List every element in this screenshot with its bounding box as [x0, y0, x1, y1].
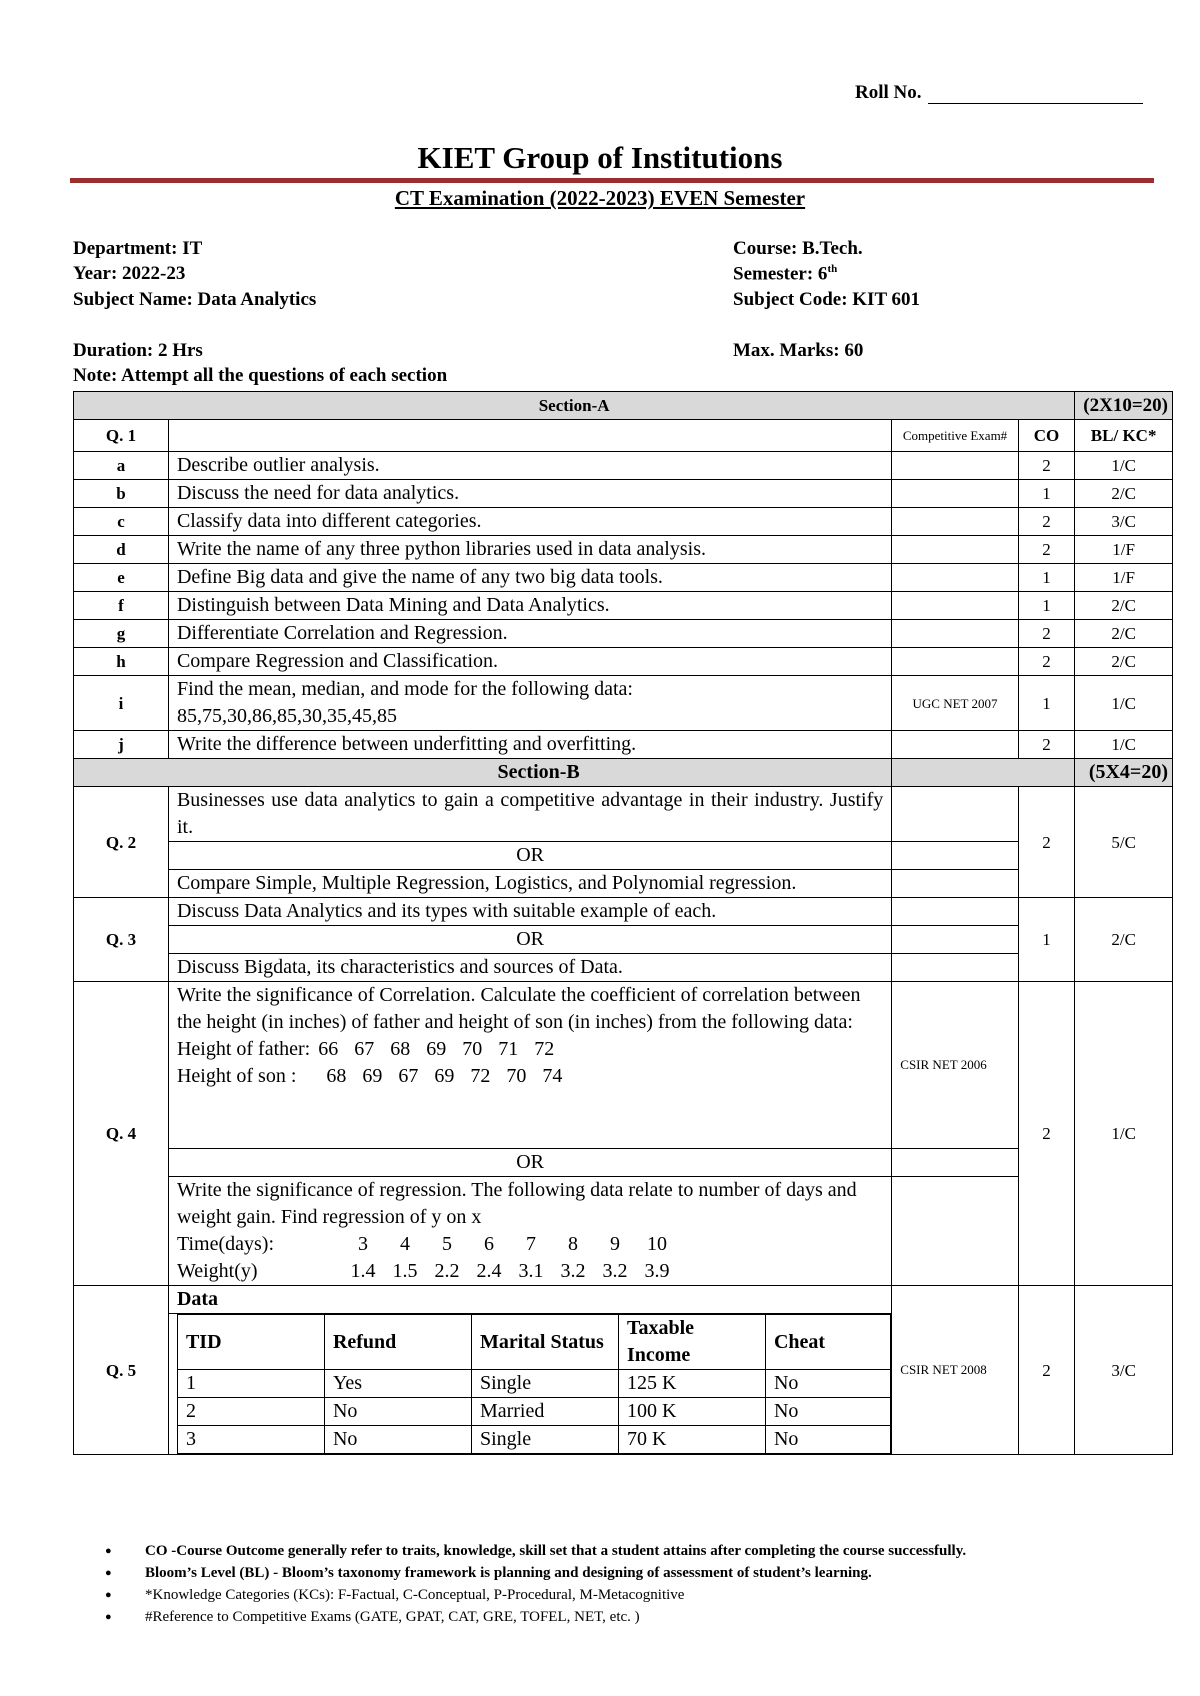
- value-cell: 7: [525, 1233, 536, 1255]
- q1-item-text: [168, 592, 891, 620]
- q4-exam: CSIR NET 2006: [892, 982, 1018, 1149]
- section-a-column-header: [74, 420, 1173, 452]
- q1-item-d: [74, 536, 1173, 564]
- q1-item-j: [74, 731, 1173, 759]
- q4-weight-label: Weight(y): [176, 1260, 258, 1282]
- q1-item-f: [74, 592, 1173, 620]
- q1-item-co: 1: [1018, 480, 1075, 508]
- q5-bl: 3/C: [1075, 1286, 1173, 1455]
- q1-item-id: h: [74, 648, 169, 676]
- section-b-blank: [892, 759, 1075, 787]
- q4-option-2-text: Write the significance of regression. The following data relate to number of days and weight gain. Find regression of y on x: [176, 1179, 857, 1228]
- q2-label: Q. 2: [74, 787, 169, 898]
- q1-item-text-line: Describe outlier analysis.: [176, 454, 380, 476]
- q1-item-exam: [892, 592, 1018, 620]
- q1-item-exam: [892, 620, 1018, 648]
- note-co: ● CO -Course Outcome generally refer to traits, knowledge, skill set that a student attains after completing the course successfully.: [105, 1540, 966, 1562]
- q1-item-text-line: Write the difference between underfitting and overfitting.: [176, 733, 637, 755]
- q4-son-row: [177, 1063, 883, 1090]
- value-cell: 10: [646, 1233, 667, 1255]
- q1-item-exam: UGC NET 2007: [892, 676, 1018, 731]
- q5-data-cell: No: [324, 1398, 471, 1426]
- q5-row: [74, 1286, 1173, 1455]
- semester-value: Semester: 6: [733, 263, 828, 285]
- q2-option-1: Businesses use data analytics to gain a competitive advantage in their industry. Justify it.: [168, 787, 891, 842]
- q1-item-text: [168, 676, 891, 731]
- q3-row: [74, 898, 1173, 926]
- q5-header-cell: Taxable Income: [618, 1315, 765, 1370]
- q4-option-1-text: Write the significance of Correlation. Calculate the coefficient of correlation between the height (in inches) of father and height of son (in inches) from the following data:: [176, 984, 861, 1033]
- value-cell: 67: [398, 1065, 419, 1087]
- q1-item-text-line-2: 85,75,30,86,85,30,35,45,85: [176, 705, 397, 727]
- value-cell: 71: [498, 1038, 519, 1060]
- q5-label: Q. 5: [74, 1286, 169, 1455]
- q4-weight-row: [177, 1258, 883, 1285]
- q2-option-2: Compare Simple, Multiple Regression, Logistics, and Polynomial regression.: [168, 870, 891, 898]
- q1-item-text: [168, 620, 891, 648]
- q5-header-cell: Marital Status: [471, 1315, 618, 1370]
- q2-row-2: [74, 870, 1173, 898]
- q1-item-bl: 1/F: [1075, 564, 1173, 592]
- q1-item-bl: 1/C: [1075, 452, 1173, 480]
- value-cell: 68: [326, 1065, 347, 1087]
- q1-item-id: j: [74, 731, 169, 759]
- q2-or-row: [74, 842, 1173, 870]
- q2-exam-1: [892, 787, 1018, 842]
- q1-item-bl: 1/F: [1075, 536, 1173, 564]
- semester-suffix: th: [827, 263, 838, 275]
- q1-item-text: [168, 564, 891, 592]
- value-cell: 1.4: [350, 1260, 376, 1282]
- note: Note: Attempt all the questions of each section: [73, 365, 448, 386]
- value-cell: 3: [357, 1233, 368, 1255]
- q1-item-b: [74, 480, 1173, 508]
- q4-son-values: [318, 1065, 570, 1087]
- q5-data-title: Data: [169, 1286, 891, 1314]
- value-cell: 2.2: [434, 1260, 460, 1282]
- duration: Duration: 2 Hrs: [73, 340, 203, 361]
- note-kc: ● *Knowledge Categories (KCs): F-Factual, C-Conceptual, P-Procedural, M-Metacognitive: [105, 1584, 966, 1606]
- q1-item-text: [168, 508, 891, 536]
- q5-header-cell: Refund: [324, 1315, 471, 1370]
- q5-header-cell: TID: [177, 1315, 324, 1370]
- value-cell: 72: [470, 1065, 491, 1087]
- q5-data-cell: 125 K: [618, 1370, 765, 1398]
- section-a-items: [74, 452, 1173, 759]
- value-cell: 74: [542, 1065, 563, 1087]
- q1-item-id: c: [74, 508, 169, 536]
- value-cell: 3.9: [644, 1260, 670, 1282]
- q5-data-table: [177, 1314, 891, 1454]
- section-a-title: Section-A: [74, 392, 1075, 420]
- subject-name: Subject Name: Data Analytics: [73, 289, 317, 310]
- q4-option-2: [168, 1177, 891, 1286]
- q1-item-text-line: Classify data into different categories.: [176, 510, 482, 532]
- max-marks: Max. Marks: 60: [733, 340, 864, 361]
- value-cell: 3.2: [602, 1260, 628, 1282]
- q3-exam-2: [892, 954, 1018, 982]
- value-cell: 67: [354, 1038, 375, 1060]
- q4-father-label: Height of father:: [176, 1038, 311, 1060]
- q5-data-cell: No: [765, 1370, 890, 1398]
- q5-data-cell: No: [324, 1426, 471, 1454]
- value-cell: 69: [426, 1038, 447, 1060]
- value-cell: 66: [318, 1038, 339, 1060]
- footnotes: [105, 1540, 966, 1628]
- q3-option-1: Discuss Data Analytics and its types with suitable example of each.: [168, 898, 891, 926]
- roll-label: Roll No.: [855, 82, 922, 103]
- q1-item-h: [74, 648, 1173, 676]
- co-header: CO: [1018, 420, 1075, 452]
- q1-item-id: d: [74, 536, 169, 564]
- q4-father-values: [310, 1038, 562, 1060]
- q1-item-bl: 1/C: [1075, 731, 1173, 759]
- q5-data-row: [177, 1426, 890, 1454]
- q4-time-row: [177, 1231, 883, 1258]
- q5-data-cell: 3: [177, 1426, 324, 1454]
- q4-son-label: Height of son :: [176, 1065, 297, 1087]
- value-cell: 70: [506, 1065, 527, 1087]
- q4-co: 2: [1018, 982, 1075, 1286]
- q1-item-exam: [892, 648, 1018, 676]
- q5-data-cell: 100 K: [618, 1398, 765, 1426]
- q5-co: 2: [1018, 1286, 1075, 1455]
- q1-blank: [168, 420, 891, 452]
- q5-data-row: [177, 1370, 890, 1398]
- q1-item-id: g: [74, 620, 169, 648]
- section-b-title: Section-B: [74, 759, 892, 787]
- q1-item-exam: [892, 452, 1018, 480]
- value-cell: 68: [390, 1038, 411, 1060]
- year: Year: 2022-23: [73, 263, 186, 284]
- q1-item-text-line: Discuss the need for data analytics.: [176, 482, 460, 504]
- q1-item-bl: 2/C: [1075, 480, 1173, 508]
- roll-number: [855, 82, 1143, 104]
- q5-body: [168, 1286, 891, 1455]
- q2-row: [74, 787, 1173, 842]
- q1-item-bl: 2/C: [1075, 620, 1173, 648]
- value-cell: 72: [534, 1038, 555, 1060]
- q1-item-id: f: [74, 592, 169, 620]
- q4-exam-or: [892, 1149, 1018, 1177]
- q4-bl: 1/C: [1075, 982, 1173, 1286]
- q1-item-id: e: [74, 564, 169, 592]
- semester: [733, 263, 837, 285]
- value-cell: 6: [483, 1233, 494, 1255]
- q1-item-bl: 3/C: [1075, 508, 1173, 536]
- q3-option-2: Discuss Bigdata, its characteristics and sources of Data.: [168, 954, 891, 982]
- q4-exam-2: [892, 1177, 1018, 1286]
- course: Course: B.Tech.: [733, 238, 863, 259]
- q1-item-co: 1: [1018, 592, 1075, 620]
- question-table: [73, 391, 1173, 1455]
- section-a-header: [74, 392, 1173, 420]
- q2-or: OR: [168, 842, 891, 870]
- q4-row: [74, 982, 1173, 1149]
- q4-time-values: [342, 1233, 678, 1255]
- value-cell: 4: [399, 1233, 410, 1255]
- q1-item-co: 1: [1018, 676, 1075, 731]
- roll-number-blank[interactable]: [928, 85, 1143, 104]
- q4-weight-values: [342, 1260, 678, 1282]
- q1-item-bl: 1/C: [1075, 676, 1173, 731]
- q1-item-text-line: Find the mean, median, and mode for the following data:: [176, 678, 633, 700]
- q1-item-exam: [892, 536, 1018, 564]
- value-cell: 69: [362, 1065, 383, 1087]
- q5-data-cell: Single: [471, 1370, 618, 1398]
- q1-item-id: b: [74, 480, 169, 508]
- q2-exam-or: [892, 842, 1018, 870]
- q4-time-label: Time(days):: [176, 1233, 274, 1255]
- q1-item-i: [74, 676, 1173, 731]
- q5-data-cell: Yes: [324, 1370, 471, 1398]
- q1-item-co: 2: [1018, 731, 1075, 759]
- q5-data-row: [177, 1398, 890, 1426]
- q1-item-id: i: [74, 676, 169, 731]
- q1-item-g: [74, 620, 1173, 648]
- note-bl: ● Bloom’s Level (BL) - Bloom’s taxonomy framework is planning and designing of assessment of student’s learning.: [105, 1562, 966, 1584]
- q1-item-bl: 2/C: [1075, 592, 1173, 620]
- q5-data-cell: 70 K: [618, 1426, 765, 1454]
- q1-item-co: 2: [1018, 648, 1075, 676]
- value-cell: 8: [567, 1233, 578, 1255]
- q1-item-text-line: Define Big data and give the name of any two big data tools.: [176, 566, 663, 588]
- value-cell: 2.4: [476, 1260, 502, 1282]
- q1-item-exam: [892, 564, 1018, 592]
- q5-data-cell: Married: [471, 1398, 618, 1426]
- section-b-marks: (5X4=20): [1075, 759, 1173, 787]
- q1-item-e: [74, 564, 1173, 592]
- q5-data-rows: [177, 1370, 890, 1454]
- q1-item-a: [74, 452, 1173, 480]
- q1-item-exam: [892, 480, 1018, 508]
- section-b-header: [74, 759, 1173, 787]
- q1-item-exam: [892, 731, 1018, 759]
- q4-or: OR: [168, 1149, 891, 1177]
- q3-exam-or: [892, 926, 1018, 954]
- q1-item-co: 2: [1018, 452, 1075, 480]
- q4-label: Q. 4: [74, 982, 169, 1286]
- q1-item-text: [168, 452, 891, 480]
- q5-data-cell: Single: [471, 1426, 618, 1454]
- q1-item-co: 1: [1018, 564, 1075, 592]
- title-rule: [70, 178, 1154, 183]
- q1-item-text-line: Compare Regression and Classification.: [176, 650, 498, 672]
- q2-exam-2: [892, 870, 1018, 898]
- q1-item-text: [168, 648, 891, 676]
- value-cell: 5: [441, 1233, 452, 1255]
- q1-item-c: [74, 508, 1173, 536]
- q3-or-row: [74, 926, 1173, 954]
- q5-data-cell: No: [765, 1398, 890, 1426]
- value-cell: 70: [462, 1038, 483, 1060]
- institution-title: KIET Group of Institutions: [417, 140, 783, 175]
- value-cell: 9: [609, 1233, 620, 1255]
- q3-row-2: [74, 954, 1173, 982]
- value-cell: 3.1: [518, 1260, 544, 1282]
- exam-title: CT Examination (2022-2023) EVEN Semester: [394, 186, 806, 210]
- competitive-exam-header: Competitive Exam#: [892, 420, 1018, 452]
- q1-item-co: 2: [1018, 536, 1075, 564]
- section-a-marks: (2X10=20): [1075, 392, 1173, 420]
- bl-kc-header: BL/ KC*: [1075, 420, 1173, 452]
- q3-or: OR: [168, 926, 891, 954]
- q5-data-cell: No: [765, 1426, 890, 1454]
- q3-exam-1: [892, 898, 1018, 926]
- q1-item-id: a: [74, 452, 169, 480]
- q1-item-text: [168, 536, 891, 564]
- subject-code: Subject Code: KIT 601: [733, 289, 921, 310]
- value-cell: 69: [434, 1065, 455, 1087]
- value-cell: 3.2: [560, 1260, 586, 1282]
- q4-row-2: [74, 1177, 1173, 1286]
- q5-data-cell: 2: [177, 1398, 324, 1426]
- value-cell: 1.5: [392, 1260, 418, 1282]
- q1-item-text-line: Differentiate Correlation and Regression.: [176, 622, 508, 644]
- q3-label: Q. 3: [74, 898, 169, 982]
- q5-header-row: [177, 1315, 890, 1370]
- department: Department: IT: [73, 238, 203, 259]
- q1-item-co: 2: [1018, 508, 1075, 536]
- q2-bl: 5/C: [1075, 787, 1173, 898]
- q3-co: 1: [1018, 898, 1075, 982]
- q1-label: Q. 1: [74, 420, 169, 452]
- q1-item-exam: [892, 508, 1018, 536]
- q1-item-co: 2: [1018, 620, 1075, 648]
- q1-item-text: [168, 731, 891, 759]
- q3-bl: 2/C: [1075, 898, 1173, 982]
- note-exam: ● #Reference to Competitive Exams (GATE, GPAT, CAT, GRE, TOFEL, NET, etc. ): [105, 1606, 966, 1628]
- q5-data-cell: 1: [177, 1370, 324, 1398]
- q4-father-row: [177, 1036, 883, 1063]
- q5-header-cell: Cheat: [765, 1315, 890, 1370]
- q5-exam: CSIR NET 2008: [892, 1286, 1018, 1455]
- q1-item-text-line: Distinguish between Data Mining and Data Analytics.: [176, 594, 610, 616]
- q4-option-1: [168, 982, 891, 1149]
- q1-item-text: [168, 480, 891, 508]
- q2-co: 2: [1018, 787, 1075, 898]
- q1-item-text-line: Write the name of any three python libraries used in data analysis.: [176, 538, 706, 560]
- q4-or-row: [74, 1149, 1173, 1177]
- q1-item-bl: 2/C: [1075, 648, 1173, 676]
